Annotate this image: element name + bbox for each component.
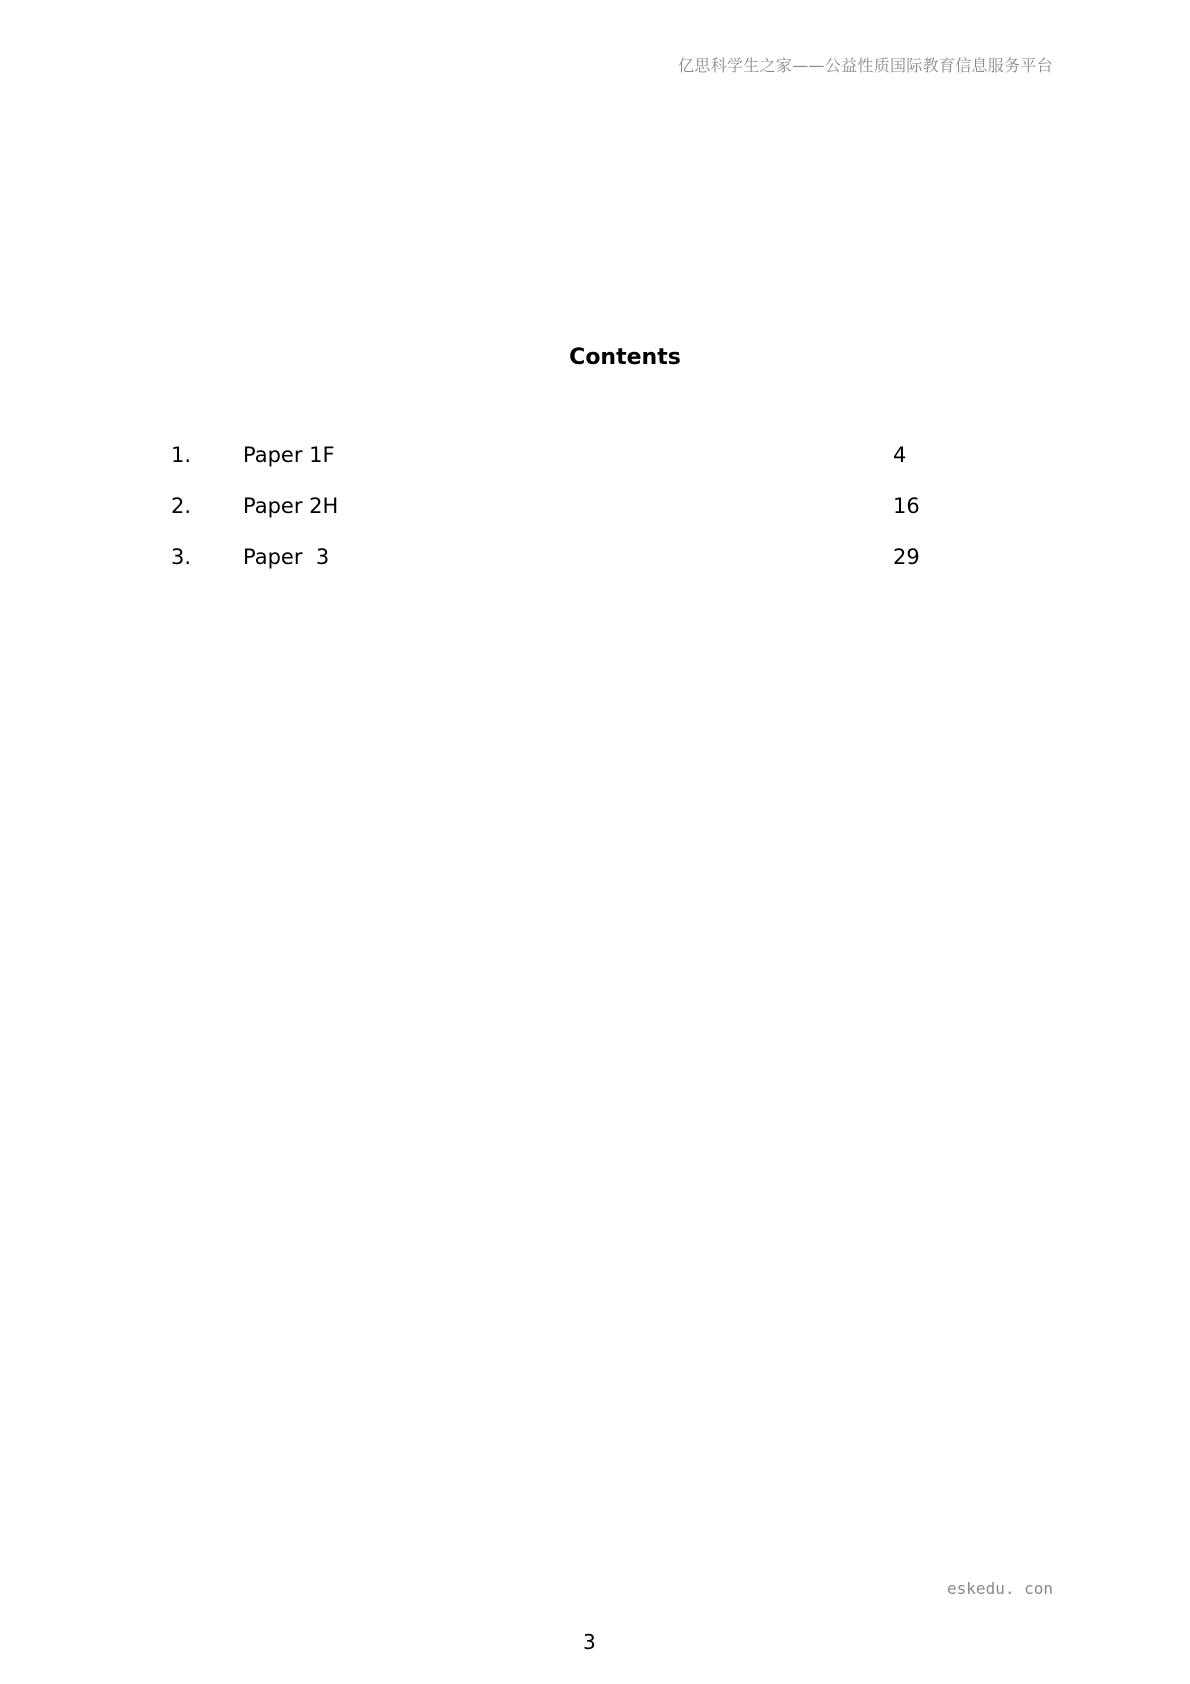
toc-entry-number: 2. (171, 494, 192, 518)
toc-entry-title: Paper 2H (243, 494, 339, 518)
page-header: 亿思科学生之家——公益性质国际教育信息服务平台 (678, 56, 1053, 75)
toc-entry (171, 443, 931, 494)
contents-heading: Contents (569, 345, 681, 370)
toc-entry (171, 545, 931, 596)
toc-entry-number: 3. (171, 545, 192, 569)
table-of-contents (171, 443, 931, 596)
toc-entry-title: Paper 3 (243, 545, 330, 569)
footer-site-text: eskedu. con (947, 1579, 1053, 1598)
toc-entry-title: Paper 1F (243, 443, 335, 467)
toc-entry-number: 1. (171, 443, 192, 467)
toc-entry (171, 494, 931, 545)
toc-entry-page: 16 (893, 494, 920, 518)
page-number: 3 (583, 1630, 596, 1654)
toc-entry-page: 29 (893, 545, 920, 569)
toc-entry-page: 4 (893, 443, 907, 467)
